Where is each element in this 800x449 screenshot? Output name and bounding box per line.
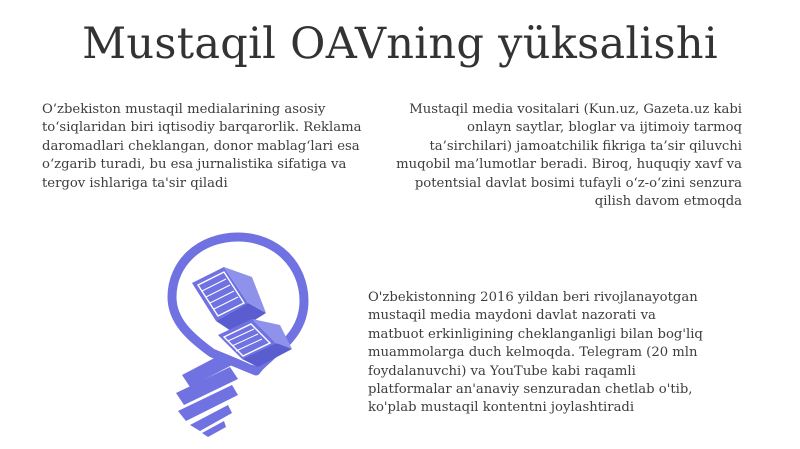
bulb-base-icon: [176, 353, 238, 431]
paragraph-economic-stability: O‘zbekiston mustaqil medialarining asosiy to‘siqlaridan biri iqtisodiy barqarorlik. Reklama daromadlari cheklangan, donor mablag‘lari esa o‘zgarib turadi, bu esa jurnalistika sifatiga va tergov ishlariga ta'sir qiladi: [42, 102, 362, 191]
paragraph-independent-media: Mustaqil media vositalari (Kun.uz, Gazeta.uz kabi onlayn saytlar, bloglar va ijtimoiy tarmoq ta’sirchilari) jamoatchilik fikriga ta’sir qiluvchi muqobil ma’lumotlar beradi. Biroq, huquqiy xavf va potentsial davlat bosimi tufayli o‘z-o‘zini senzura qilish davom etmoqda: [396, 102, 742, 210]
slide-title: Mustaqil OAVning yüksalishi: [82, 19, 718, 69]
lightbulb-with-book-icon: [120, 225, 320, 445]
paragraph-media-landscape: O'zbekistonning 2016 yildan beri rivojlanayotgan mustaqil media maydoni davlat nazorati va matbuot erkinligining cheklanganligi bilan bog'liq muammolarga duch kelmoqda. Telegram (20 mln foydalanuvchi) va YouTube kabi raqamli platformalar an'anaviy senzuradan chetlab o'tib, ko'plab mustaqil kontentni joylashtiradi: [368, 290, 703, 416]
